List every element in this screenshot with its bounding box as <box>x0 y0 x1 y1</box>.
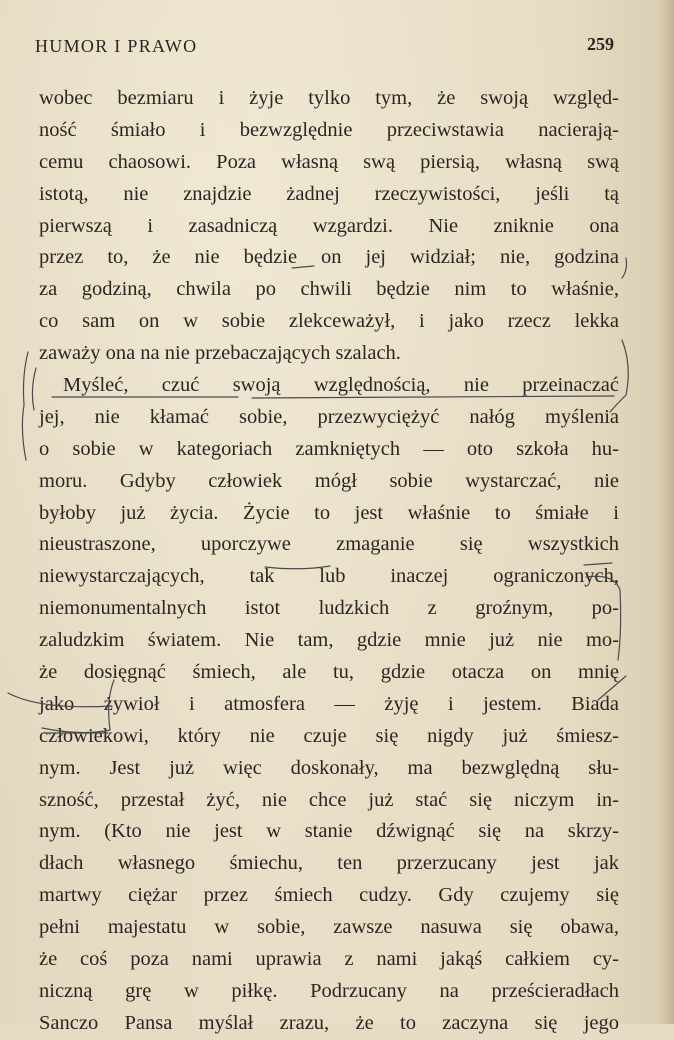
text-line: za godziną, chwila po chwili będzie nim to właśnie, <box>39 278 619 301</box>
text-line: nieustraszone, uporczywe zmaganie się wszystkich <box>39 533 619 556</box>
margin-bracket-mark <box>32 368 36 410</box>
text-line: nym. (Kto nie jest w stanie dźwignąć się na skrzy- <box>39 820 619 843</box>
bracket-mark <box>622 258 627 278</box>
text-line: pełni majestatu w sobie, zawsze nasuwa się obawa, <box>39 916 619 939</box>
text-line: Myśleć, czuć swoją względnością, nie przeinaczać <box>63 374 619 397</box>
body-text <box>39 83 619 1040</box>
text-line: zaludzkim światem. Nie tam, gdzie mnie już nie mo- <box>39 629 619 652</box>
page-edge-shadow <box>658 0 674 1024</box>
text-line: niemonumentalnych istot ludzkich z groźnym, po- <box>39 597 619 620</box>
text-line: o sobie w kategoriach zamkniętych — oto szkoła hu- <box>39 437 619 460</box>
text-line: co sam on w sobie zlekceważył, i jako rzecz lekka <box>39 310 619 333</box>
text-line: nym. Jest już więc doskonały, ma bezwględną słu- <box>39 756 619 779</box>
running-head: HUMOR I PRAWO <box>35 36 198 56</box>
text-line: cemu chaosowi. Poza własną swą piersią, własną swą <box>39 150 619 173</box>
text-line: niczną grę w piłkę. Podrzucany na prześcieradłach <box>39 979 619 1002</box>
text-line: ność śmiało i bezwzględnie przeciwstawia nacierają- <box>39 118 619 141</box>
text-line: pierwszą i zasadniczą wzgardzi. Nie zniknie ona <box>39 214 619 237</box>
text-line: zaważy ona na nie przebaczających szalach. <box>39 342 401 365</box>
text-line: moru. Gdyby człowiek mógł sobie wystarczać, nie <box>39 469 619 492</box>
page-header <box>35 36 614 62</box>
text-line: człowiekowi, który nie czuje się nigdy już śmiesz- <box>39 724 619 747</box>
margin-bracket-mark <box>22 352 28 460</box>
page-number: 259 <box>587 34 614 54</box>
text-line: niewystarczających, tak lub inaczej ograniczonych, <box>39 565 619 588</box>
text-line: wobec bezmiaru i żyje tylko tym, że swoją względ- <box>39 87 619 109</box>
text-line: byłoby już życia. Życie to jest właśnie to śmiałe i <box>39 501 619 524</box>
text-line: dłach własnego śmiechu, ten przerzucany jest jak <box>39 852 619 875</box>
text-line: że coś poza nami uprawia z nami jakąś całkiem cy- <box>39 948 619 971</box>
text-line: jako żywioł i atmosfera — żyję i jestem. Biada <box>39 692 619 715</box>
text-line: martwy ciężar przez śmiech cudzy. Gdy czujemy się <box>39 884 619 907</box>
text-line: że dosięgnąć śmiech, ale tu, gdzie otacza on mnię <box>39 661 619 684</box>
text-line: szność, przestał żyć, nie chce już stać się niczym in- <box>39 788 619 811</box>
text-line: Sanczo Pansa myślał zrazu, że to zaczyna się jego <box>39 1011 619 1034</box>
text-line: jej, nie kłamać sobie, przezwyciężyć nałóg myślenia <box>39 405 619 428</box>
text-line: przez to, że nie będzie on jej widział; nie, godzina <box>39 246 619 269</box>
text-line: istotą, nie znajdzie żadnej rzeczywistości, jeśli tą <box>39 182 619 205</box>
